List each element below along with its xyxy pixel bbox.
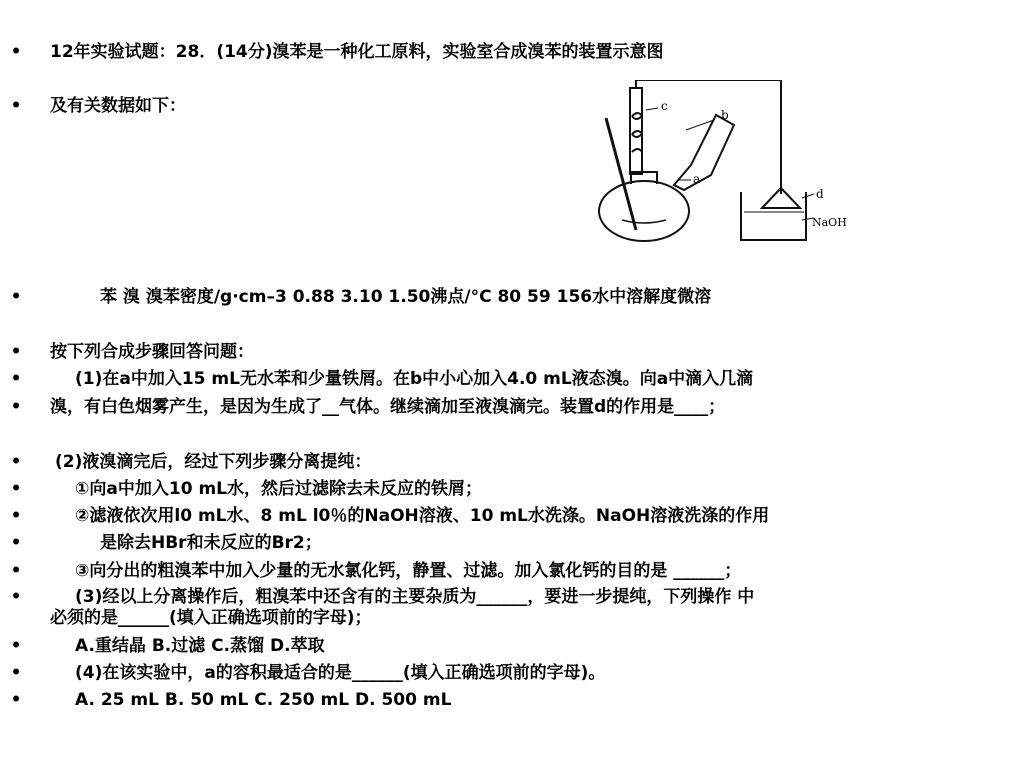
line-text: (1)在a中加入15 mL无水苯和少量铁屑。在b中小心加入4.0 mL液态溴。向a中滴入几滴 bbox=[75, 369, 754, 389]
bullet: • bbox=[10, 96, 22, 116]
line-text: (3)经以上分离操作后，粗溴苯中还含有的主要杂质为______，要进一步提纯，下列操作 中 bbox=[75, 587, 755, 607]
line-text: ①向a中加入10 mL水，然后过滤除去未反应的铁屑； bbox=[75, 479, 482, 499]
line-text: (2)液溴滴完后，经过下列步骤分离提纯： bbox=[55, 452, 372, 472]
apparatus-diagram bbox=[566, 80, 856, 255]
line-text: A.重结晶 B.过滤 C.蒸馏 D.萃取 bbox=[75, 636, 325, 656]
bullet: • bbox=[10, 452, 22, 472]
flask-a bbox=[599, 181, 689, 241]
line-text: ②滤液依次用l0 mL水、8 mL l0％的NaOH溶液、10 mL水洗涤。NaOH溶液洗涤的作用 bbox=[75, 506, 770, 526]
bullet: • bbox=[10, 287, 22, 307]
line-text: 是除去HBr和未反应的Br2； bbox=[100, 533, 322, 553]
line-text: 12年实验试题：28．(14分)溴苯是一种化工原料，实验室合成溴苯的装置示意图 bbox=[50, 42, 664, 62]
bullet: • bbox=[10, 663, 22, 683]
line-text: ③向分出的粗溴苯中加入少量的无水氯化钙，静置、过滤。加入氯化钙的目的是 ______； bbox=[75, 561, 742, 581]
line-text: A. 25 mL B. 50 mL C. 250 mL D. 500 mL bbox=[75, 690, 452, 710]
label-c: c bbox=[661, 99, 668, 113]
bullet: • bbox=[10, 561, 22, 581]
bullet: • bbox=[10, 479, 22, 499]
dropping-funnel-b bbox=[674, 115, 734, 190]
label-a: a bbox=[693, 172, 701, 186]
bullet: • bbox=[10, 587, 22, 607]
line-text: 溴，有白色烟雾产生，是因为生成了__气体。继续滴加至液溴滴完。装置d的作用是____； bbox=[50, 397, 726, 417]
bullet: • bbox=[10, 369, 22, 389]
line-text: 按下列合成步骤回答问题： bbox=[50, 342, 254, 362]
line-text: 及有关数据如下： bbox=[50, 96, 186, 116]
line-text: (4)在该实验中，a的容积最适合的是______(填入正确选项前的字母)。 bbox=[75, 663, 606, 683]
bullet: • bbox=[10, 342, 22, 362]
beaker-d bbox=[741, 192, 806, 240]
label-d: d bbox=[816, 187, 824, 201]
label-b: b bbox=[721, 108, 729, 122]
bullet: • bbox=[10, 636, 22, 656]
label-naoh: NaOH bbox=[812, 216, 847, 229]
bullet: • bbox=[10, 690, 22, 710]
data-table-text: 苯 溴 溴苯密度/g·cm–3 0.88 3.10 1.50沸点/°C 80 59 156水中溶解度微溶 bbox=[100, 287, 712, 307]
bullet: • bbox=[10, 533, 22, 553]
line-text: 必须的是______(填入正确选项前的字母)； bbox=[50, 608, 372, 628]
bullet: • bbox=[10, 397, 22, 417]
bullet: • bbox=[10, 42, 22, 62]
bullet: • bbox=[10, 506, 22, 526]
